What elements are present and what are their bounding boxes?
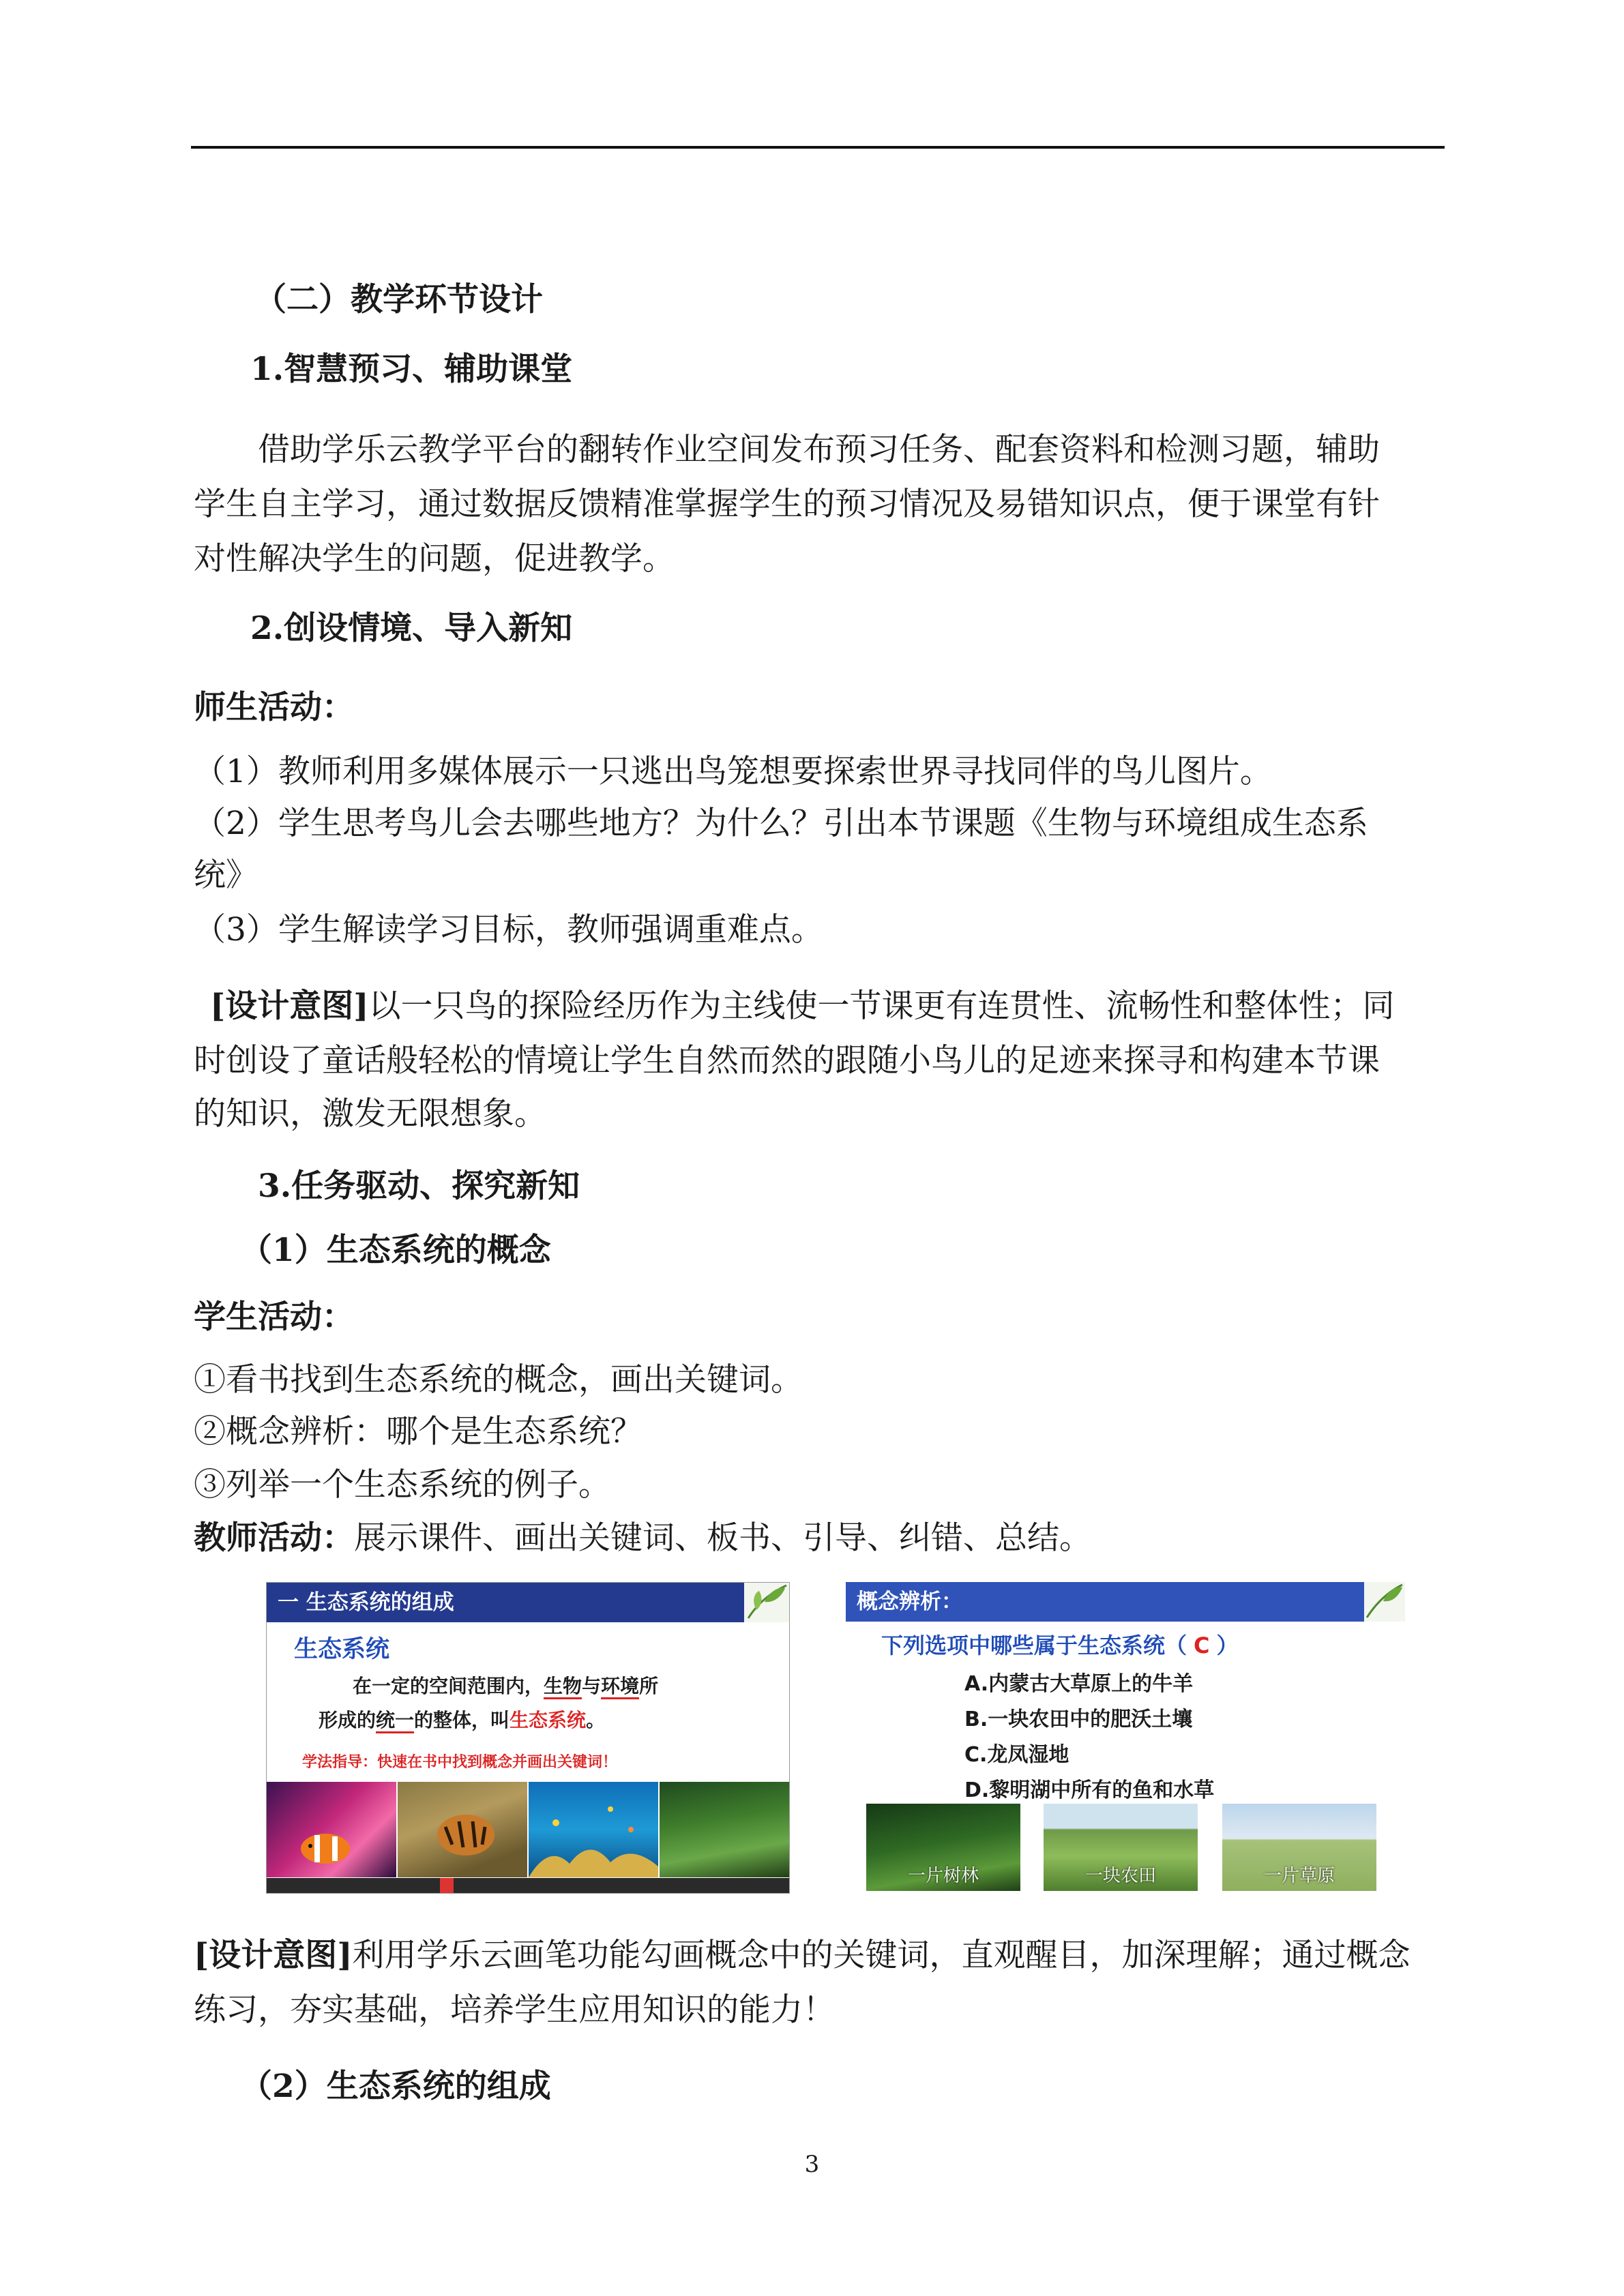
definition-line-2: 形成的统一的整体，叫生态系统。 (319, 1705, 605, 1733)
coral-reef-photo (529, 1782, 658, 1877)
photo-caption: 一片树林 (907, 1866, 979, 1886)
photo-caption: 一块农田 (1084, 1866, 1156, 1886)
page-number: 3 (804, 2151, 820, 2178)
forest-photo (866, 1804, 1020, 1891)
design-intent-1-line-1: [设计意图]以一只鸟的探险经历作为主线使一节课更有连贯性、流畅性和整体性；同 (210, 987, 1395, 1025)
pen-tool-icon[interactable] (440, 1878, 454, 1893)
subsection-2-title: （2）生态系统的组成 (240, 2068, 551, 2105)
step2-title: 2.创设情境、导入新知 (250, 610, 573, 647)
teacher-activity: 教师活动：展示课件、画出关键词、板书、引导、纠错、总结。 (194, 1519, 1091, 1557)
answer: C (1194, 1632, 1210, 1658)
step3-title: 3.任务驱动、探究新知 (258, 1167, 580, 1205)
teacher-student-activity-label: 师生活动： (194, 689, 354, 726)
design-intent-1-line-3: 的知识，激发无限想象。 (194, 1095, 546, 1133)
forest-photo (660, 1782, 789, 1877)
option-c: C.龙凤湿地 (964, 1743, 1069, 1767)
step1-line-3: 对性解决学生的问题，促进教学。 (194, 540, 675, 578)
option-d: D.黎明湖中所有的鱼和水草 (964, 1778, 1215, 1802)
teacher-activity-label: 教师活动： (194, 1519, 354, 1557)
photo-caption: 一片草原 (1263, 1866, 1335, 1886)
step1-title: 1.智慧预习、辅助课堂 (250, 351, 573, 388)
question: 下列选项中哪些属于生态系统（ C ） (881, 1632, 1239, 1658)
student-item-2: ②概念辨析：哪个是生态系统？ (194, 1413, 643, 1450)
definition-line-1: 在一定的空间范围内，生物与环境所 (353, 1671, 658, 1699)
option-b: B.一块农田中的肥沃土壤 (964, 1708, 1193, 1731)
tiger-photo (398, 1782, 527, 1877)
student-activity-label: 学生活动： (194, 1298, 354, 1336)
step2-item-2-cont: 统》 (194, 856, 258, 894)
slide-header: 概念辨析： (846, 1582, 1364, 1622)
study-tip: 学法指导：快速在书中找到概念并画出关键词！ (302, 1754, 618, 1771)
clownfish-photo (267, 1782, 396, 1877)
step2-item-2: （2）学生思考鸟儿会去哪些地方？为什么？引出本节课题《生物与环境组成生态系 (194, 805, 1368, 842)
leaf-decoration (1364, 1582, 1405, 1622)
design-intent-2-line-2: 练习，夯实基础，培养学生应用知识的能力！ (194, 1991, 835, 2029)
student-item-1: ①看书找到生态系统的概念，画出关键词。 (194, 1361, 803, 1399)
slide-title: 生态系统 (294, 1636, 390, 1663)
grassland-photo (1222, 1804, 1376, 1891)
farmland-photo (1044, 1804, 1198, 1891)
step1-line-2: 学生自主学习，通过数据反馈精准掌握学生的预习情况及易错知识点，便于课堂有针 (194, 486, 1380, 523)
design-intent-1-line-2: 时创设了童话般轻松的情境让学生自然而然的跟随小鸟儿的足迹来探寻和构建本节课 (194, 1042, 1380, 1079)
option-a: A.内蒙古大草原上的牛羊 (964, 1672, 1194, 1696)
step1-line-1: 借助学乐云教学平台的翻转作业空间发布预习任务、配套资料和检测习题，辅助 (258, 431, 1380, 468)
design-intent-label: [设计意图] (194, 1937, 353, 1974)
student-item-3: ③列举一个生态系统的例子。 (194, 1466, 610, 1504)
section-heading: （二）教学环节设计 (254, 281, 543, 318)
slide-header: 一 生态系统的组成 (267, 1583, 744, 1622)
slide-ecosystem-concept (266, 1582, 790, 1894)
step2-item-3: （3）学生解读学习目标，教师强调重难点。 (194, 911, 823, 949)
player-toolbar (267, 1878, 789, 1893)
leaf-decoration (744, 1583, 789, 1622)
step2-item-1: （1）教师利用多媒体展示一只逃出鸟笼想要探索世界寻找同伴的鸟儿图片。 (194, 753, 1272, 790)
slide-concept-analysis (846, 1582, 1405, 1892)
design-intent-label: [设计意图] (210, 987, 369, 1025)
design-intent-2-line-1: [设计意图]利用学乐云画笔功能勾画概念中的关键词，直观醒目，加深理解；通过概念 (194, 1937, 1411, 1974)
subsection-1-title: （1）生态系统的概念 (240, 1232, 551, 1269)
header-rule (191, 146, 1445, 149)
